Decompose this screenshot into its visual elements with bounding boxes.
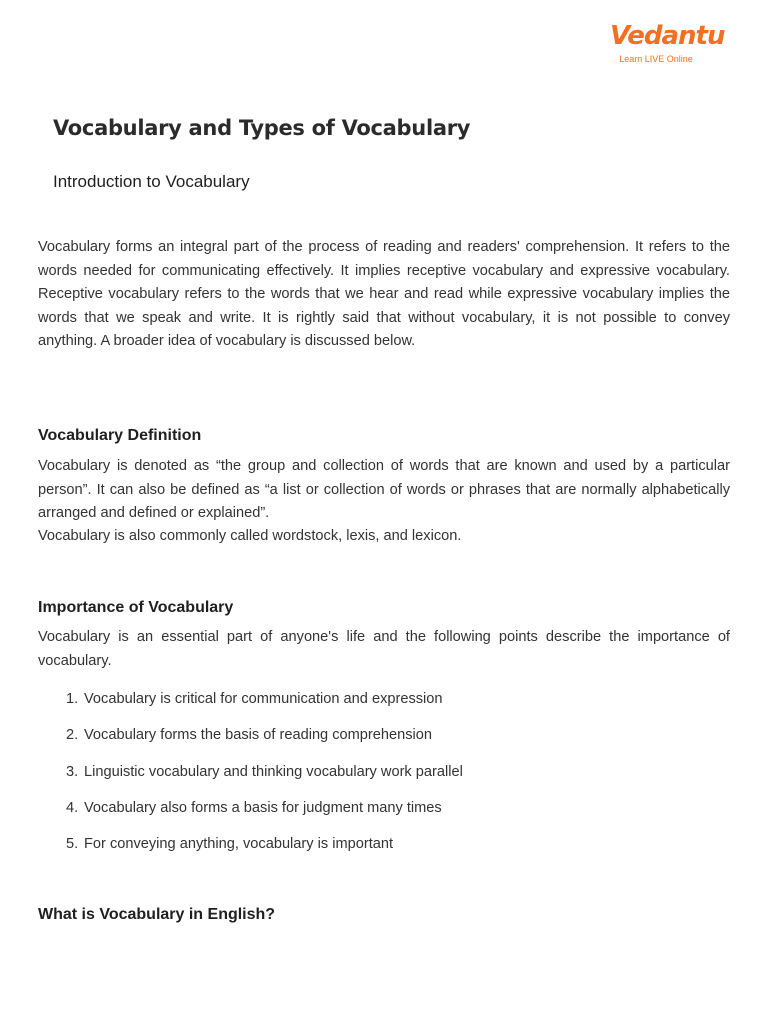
list-text: Vocabulary also forms a basis for judgment many times (84, 799, 442, 816)
list-number: 3. (66, 763, 79, 780)
list-number: 4. (66, 799, 79, 816)
list-text: Linguistic vocabulary and thinking vocabulary work parallel (84, 763, 463, 780)
list-item (66, 834, 463, 870)
intro-heading: Introduction to Vocabulary (53, 172, 250, 191)
list-item (66, 725, 463, 761)
list-number: 5. (66, 836, 79, 853)
logo-wordmark: Vedantu (610, 21, 725, 51)
importance-list (66, 689, 463, 870)
list-number: 1. (66, 691, 79, 707)
definition-heading: Vocabulary Definition (38, 427, 202, 444)
list-text: Vocabulary is critical for communication and expression (84, 691, 443, 707)
page-title: Vocabulary and Types of Vocabulary (53, 116, 471, 140)
importance-heading: Importance of Vocabulary (38, 599, 234, 616)
list-item (66, 762, 463, 798)
list-item (66, 798, 463, 834)
list-text: For conveying anything, vocabulary is important (84, 836, 394, 853)
logo-tagline: Learn LIVE Online (619, 54, 693, 64)
intro-paragraph: Vocabulary forms an integral part of the process of reading and readers' comprehension. It refers to the words needed for communicating effectively. It implies receptive vocabulary and expressive vocabulary. Receptive vocabulary refers to the words that we hear and read while expressive vocabulary implies the words that we speak and write. It is rightly said that without vocabulary, it is not possible to convey anything. A broader idea of vocabulary is discussed below. (38, 239, 730, 349)
list-number: 2. (66, 727, 79, 744)
list-item (66, 689, 463, 725)
importance-paragraph: Vocabulary is an essential part of anyone's life and the following points describe the importance of vocabulary. (38, 629, 730, 669)
definition-synonyms: Vocabulary is also commonly called wordstock, lexis, and lexicon. (38, 528, 462, 544)
list-text: Vocabulary forms the basis of reading comprehension (84, 727, 433, 744)
definition-paragraph: Vocabulary is denoted as “the group and collection of words that are known and used by a particular person”. It can also be defined as “a list or collection of words or phrases that are normally alphabetically arranged and defined or explained”. (38, 458, 730, 521)
vedantu-logo (610, 20, 725, 65)
english-heading: What is Vocabulary in English? (38, 906, 276, 923)
